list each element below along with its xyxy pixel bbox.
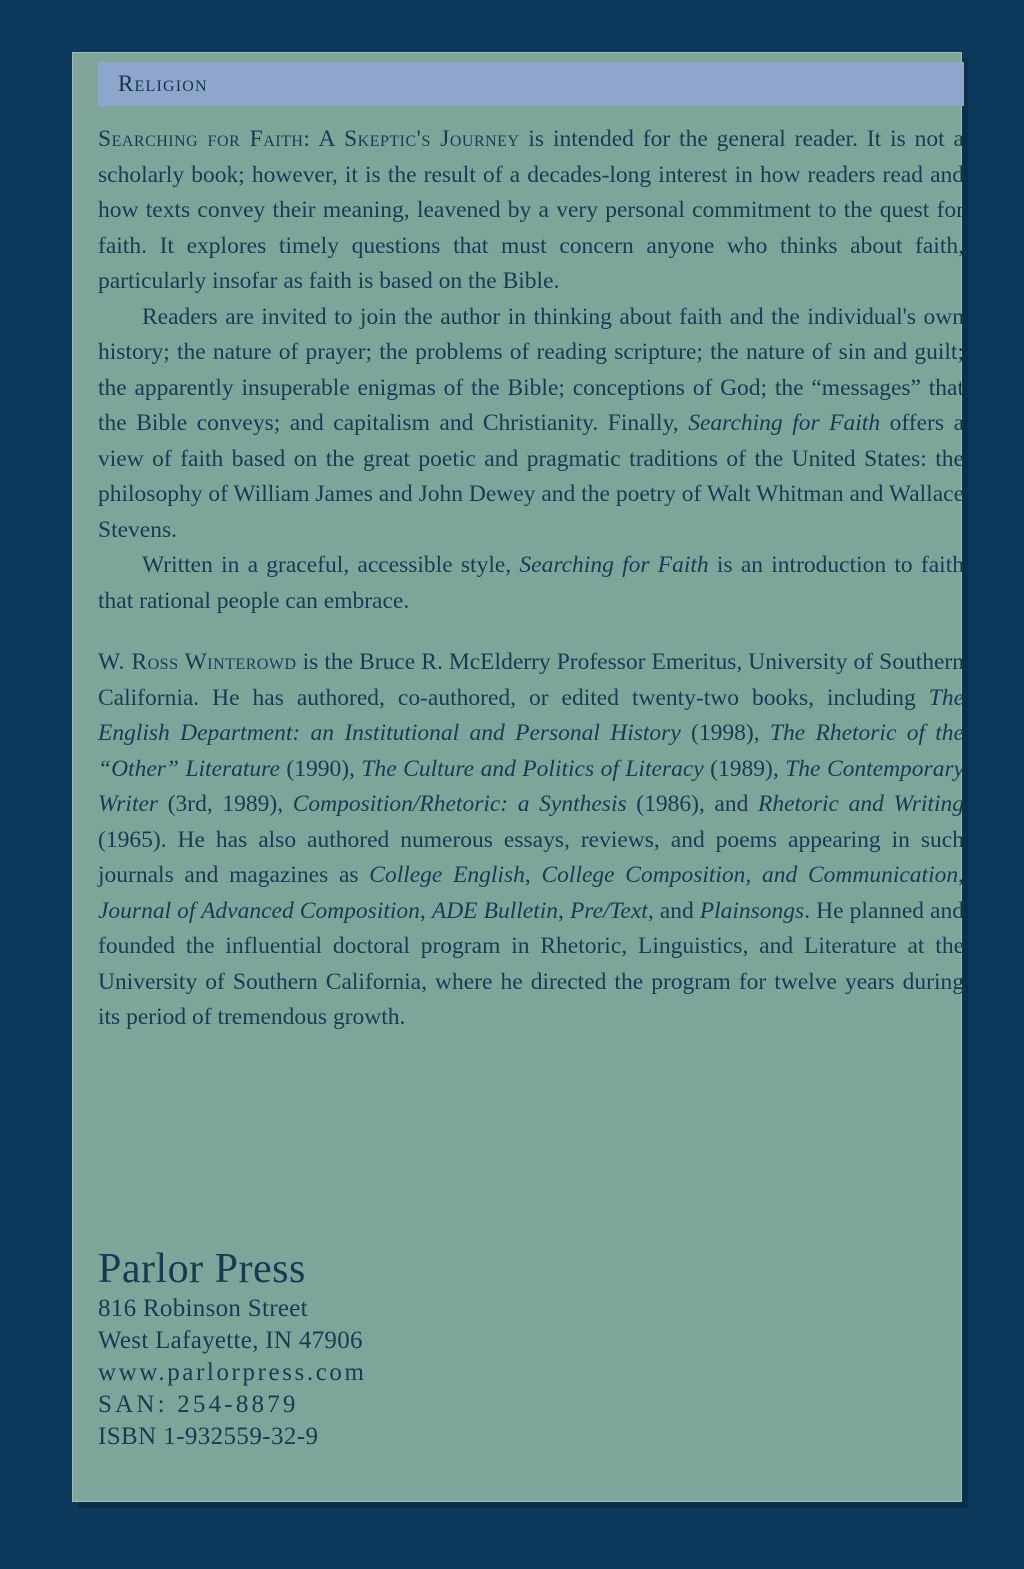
bio-book-2-year: (1990), — [279, 755, 362, 782]
blurb-paragraph-2-text-b: offers a view of faith based on the great poetic and pragmatic traditions of the United States: the philosophy of William James and John Dewey and the poetry of Walt Whitman and Wallace Stevens. — [98, 410, 964, 543]
bio-book-3-year: (1989), — [703, 755, 786, 782]
bio-journal-sep-5: , and — [647, 897, 700, 924]
blurb-paragraph-2-text-a: Readers are invited to join the author in thinking about faith and the individual's own history; the nature of prayer; the problems of reading scripture; the nature of sin and guilt; the apparently insuperable enigmas of the Bible; conceptions of God; the “messages” that the Bible conveys; and capitalism and Christianity. Finally, — [98, 303, 964, 436]
bio-journal-5: Pre/Text — [569, 897, 648, 924]
bio-intro: is the Bruce R. McElderry Professor Emeritus, University of Southern California. He has authored, co-authored, or edited twenty-two books, including — [98, 649, 964, 711]
bio-journal-2: College Composition, and Communication — [541, 862, 959, 888]
publisher-block — [98, 1245, 367, 1453]
bio-book-6: Rhetoric and Writing — [758, 791, 964, 817]
bio-book-6-year: (1965). — [98, 826, 178, 853]
bio-book-5-year: (1986), and — [626, 791, 759, 817]
bio-journal-4: ADE Bulletin — [431, 897, 558, 924]
blurb-paragraph-3-text-a: Written in a graceful, accessible style, — [142, 552, 520, 578]
genre-banner — [98, 62, 964, 106]
blurb-paragraph-1 — [98, 122, 964, 300]
bio-book-4: The Contemporary Writer — [98, 755, 965, 817]
bio-journals-intro: He has also authored numerous essays, reviews, and poems appearing in such journals and magazines as — [98, 826, 964, 888]
bio-journal-3: Journal of Advanced Composition — [98, 897, 420, 924]
blurb-paragraph-3 — [98, 548, 964, 619]
bio-journal-6: Plainsongs — [699, 897, 805, 924]
publisher-name: Parlor Press — [98, 1246, 306, 1292]
blurb-paragraph-1-text: is intended for the general reader. It is not a scholarly book; however, it is the result of a decades-long interest in how readers read and how texts convey their meaning, leavened by a very personal commitment to the quest for faith. It explores timely questions that must concern anyone who thinks about faith, particularly insofar as faith is based on the Bible. — [98, 126, 964, 294]
bio-book-3: The Culture and Politics of Literacy — [361, 755, 704, 782]
publisher-san: SAN: 254-8879 — [98, 1391, 299, 1418]
publisher-website: www.parlorpress.com — [98, 1359, 367, 1386]
bio-book-1-year: (1998), — [680, 720, 770, 746]
bio-book-2: The Rhetoric of the “Other” Literature — [98, 720, 964, 782]
bio-journal-sep-2: , — [958, 862, 964, 888]
publisher-isbn: ISBN 1-932559-32-9 — [98, 1423, 319, 1450]
bio-book-5: Composition/Rhetoric: a Synthesis — [292, 791, 627, 817]
blurb-paragraph-3-text-b: is an introduction to faith that rational people can embrace. — [98, 552, 964, 614]
author-name: W. Ross Winterowd — [98, 649, 297, 675]
publisher-city-state-zip: West Lafayette, IN 47906 — [98, 1327, 363, 1354]
bio-journal-sep-4: , — [558, 897, 570, 924]
author-bio — [98, 645, 964, 1036]
bio-closing: . He planned and founded the influential doctoral program in Rhetoric, Linguistics, and Literature at the University of Southern California, where he directed the program for twelve years during its period of tremendous growth. — [98, 897, 964, 1030]
bio-journal-1: College English — [369, 862, 525, 888]
blurb-book-title-3: Searching for Faith — [519, 552, 709, 578]
bio-journal-sep-3: , — [419, 897, 432, 924]
blurb-book-title-2: Searching for Faith — [688, 410, 881, 436]
bio-book-1: The English Department: an Institutional and Personal History — [98, 684, 964, 746]
blurb-book-title-1: Searching for Faith: A Skeptic's Journey — [98, 126, 520, 152]
genre-label: Religion — [118, 71, 208, 96]
publisher-street: 816 Robinson Street — [98, 1295, 308, 1322]
back-cover-content — [98, 122, 964, 1036]
bio-book-4-year: (3rd, 1989), — [158, 791, 293, 817]
bio-journal-sep-1: , — [524, 862, 542, 888]
blurb-paragraph-2 — [98, 300, 964, 549]
